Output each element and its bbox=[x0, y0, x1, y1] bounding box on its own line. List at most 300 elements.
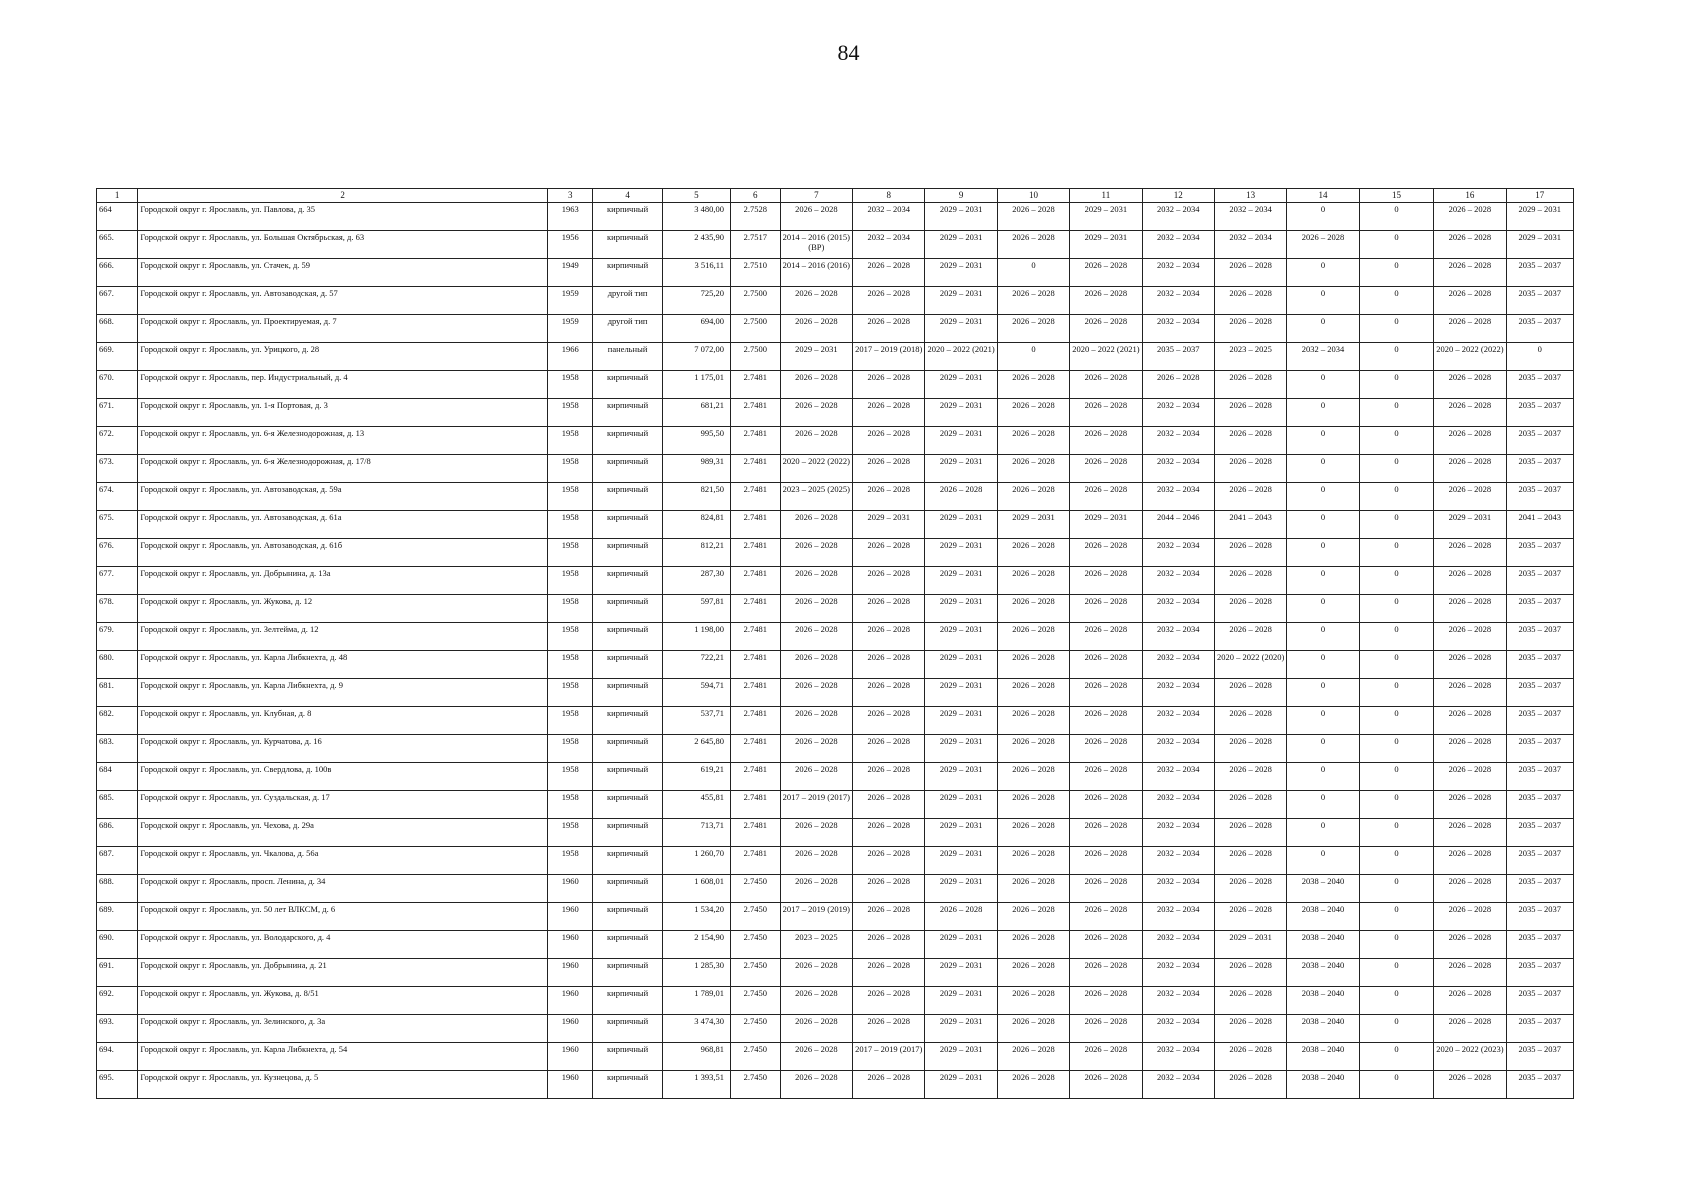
table-cell: 2026 – 2028 bbox=[997, 231, 1069, 259]
table-cell: 2026 – 2028 bbox=[1434, 735, 1506, 763]
table-cell: 824,81 bbox=[662, 511, 730, 539]
table-cell: 2035 – 2037 bbox=[1506, 371, 1573, 399]
table-cell: кирпичный bbox=[593, 959, 662, 987]
table-cell: 2020 – 2022 (2022) bbox=[1434, 343, 1506, 371]
table-cell: 1960 bbox=[547, 1043, 593, 1071]
table-cell: 2.7481 bbox=[730, 791, 780, 819]
table-cell: 2026 – 2028 bbox=[997, 203, 1069, 231]
table-cell: 2026 – 2028 bbox=[997, 763, 1069, 791]
table-cell: 2026 – 2028 bbox=[780, 203, 852, 231]
table-cell: 2026 – 2028 bbox=[780, 1015, 852, 1043]
table-cell: 2032 – 2034 bbox=[853, 203, 925, 231]
table-cell: 1960 bbox=[547, 959, 593, 987]
table-row bbox=[97, 427, 1574, 455]
table-cell: 0 bbox=[1359, 1043, 1433, 1071]
row-number-cell: 675. bbox=[97, 511, 138, 539]
table-cell: 2026 – 2028 bbox=[997, 707, 1069, 735]
row-number-cell: 668. bbox=[97, 315, 138, 343]
table-cell: 2026 – 2028 bbox=[1070, 259, 1142, 287]
table-cell: 2026 – 2028 bbox=[997, 875, 1069, 903]
table-cell: 2032 – 2034 bbox=[1142, 259, 1214, 287]
column-number-cell: 8 bbox=[853, 189, 925, 203]
row-number-cell: 689. bbox=[97, 903, 138, 931]
table-cell: 2026 – 2028 bbox=[1214, 259, 1286, 287]
table-cell: 1959 bbox=[547, 315, 593, 343]
address-cell: Городской округ г. Ярославль, ул. Автозаводская, д. 61а bbox=[138, 511, 548, 539]
table-cell: 2026 – 2028 bbox=[1214, 847, 1286, 875]
table-cell: 2.7450 bbox=[730, 1043, 780, 1071]
table-cell: 2035 – 2037 bbox=[1506, 455, 1573, 483]
address-cell: Городской округ г. Ярославль, ул. Стачек, д. 59 bbox=[138, 259, 548, 287]
table-cell: 2026 – 2028 bbox=[1070, 763, 1142, 791]
table-cell: 2026 – 2028 bbox=[1434, 819, 1506, 847]
table-cell: 2026 – 2028 bbox=[853, 903, 925, 931]
table-cell: 2026 – 2028 bbox=[853, 847, 925, 875]
table-cell: 2026 – 2028 bbox=[853, 623, 925, 651]
table-cell: 2026 – 2028 bbox=[1070, 903, 1142, 931]
table-cell: 2026 – 2028 bbox=[997, 1015, 1069, 1043]
address-cell: Городской округ г. Ярославль, ул. Проектируемая, д. 7 bbox=[138, 315, 548, 343]
table-cell: кирпичный bbox=[593, 567, 662, 595]
table-cell: 2.7481 bbox=[730, 819, 780, 847]
table-cell: 2026 – 2028 bbox=[997, 735, 1069, 763]
table-cell: 1958 bbox=[547, 651, 593, 679]
table-cell: 2029 – 2031 bbox=[925, 819, 997, 847]
table-cell: 2.7481 bbox=[730, 623, 780, 651]
row-number-cell: 665. bbox=[97, 231, 138, 259]
column-number-cell: 7 bbox=[780, 189, 852, 203]
table-cell: 2026 – 2028 bbox=[853, 819, 925, 847]
table-cell: панельный bbox=[593, 343, 662, 371]
table-cell: 2 154,90 bbox=[662, 931, 730, 959]
table-cell: 2035 – 2037 bbox=[1142, 343, 1214, 371]
table-cell: 2 435,90 bbox=[662, 231, 730, 259]
table-cell: 2026 – 2028 bbox=[997, 651, 1069, 679]
table-cell: 812,21 bbox=[662, 539, 730, 567]
table-cell: 2026 – 2028 bbox=[997, 903, 1069, 931]
table-cell: 2026 – 2028 bbox=[1070, 483, 1142, 511]
address-cell: Городской округ г. Ярославль, ул. Свердлова, д. 100в bbox=[138, 763, 548, 791]
table-cell: 2.7481 bbox=[730, 399, 780, 427]
row-number-cell: 670. bbox=[97, 371, 138, 399]
table-cell: 2026 – 2028 bbox=[780, 735, 852, 763]
table-cell: 2032 – 2034 bbox=[1142, 791, 1214, 819]
table-cell: кирпичный bbox=[593, 707, 662, 735]
table-cell: 1 260,70 bbox=[662, 847, 730, 875]
table-cell: 1958 bbox=[547, 791, 593, 819]
table-cell: 1958 bbox=[547, 483, 593, 511]
housing-register-table bbox=[96, 188, 1574, 1099]
table-cell: 2026 – 2028 bbox=[997, 287, 1069, 315]
table-cell: 713,71 bbox=[662, 819, 730, 847]
table-cell: 2026 – 2028 bbox=[1214, 315, 1286, 343]
table-cell: 2032 – 2034 bbox=[1142, 287, 1214, 315]
table-cell: кирпичный bbox=[593, 483, 662, 511]
address-cell: Городской округ г. Ярославль, ул. 6-я Железнодорожная, д. 17/8 bbox=[138, 455, 548, 483]
table-cell: 2032 – 2034 bbox=[1142, 987, 1214, 1015]
table-cell: 2026 – 2028 bbox=[997, 567, 1069, 595]
table-cell: 1958 bbox=[547, 427, 593, 455]
table-cell: 2026 – 2028 bbox=[1214, 539, 1286, 567]
table-cell: 2026 – 2028 bbox=[997, 679, 1069, 707]
address-cell: Городской округ г. Ярославль, ул. Зелтейма, д. 12 bbox=[138, 623, 548, 651]
table-cell: 2029 – 2031 bbox=[925, 1071, 997, 1099]
table-cell: 0 bbox=[1287, 623, 1359, 651]
table-body bbox=[97, 189, 1574, 1099]
row-number-cell: 690. bbox=[97, 931, 138, 959]
row-number-cell: 687. bbox=[97, 847, 138, 875]
table-cell: кирпичный bbox=[593, 819, 662, 847]
table-cell: 0 bbox=[1359, 595, 1433, 623]
column-number-cell: 11 bbox=[1070, 189, 1142, 203]
table-cell: 2026 – 2028 bbox=[853, 651, 925, 679]
address-cell: Городской округ г. Ярославль, ул. Чехова, д. 29а bbox=[138, 819, 548, 847]
table-cell: 2032 – 2034 bbox=[1142, 1015, 1214, 1043]
table-cell: 2026 – 2028 bbox=[997, 847, 1069, 875]
row-number-cell: 681. bbox=[97, 679, 138, 707]
table-cell: 2032 – 2034 bbox=[1142, 819, 1214, 847]
table-row bbox=[97, 819, 1574, 847]
table-cell: 2026 – 2028 bbox=[1434, 763, 1506, 791]
table-row bbox=[97, 1015, 1574, 1043]
table-cell: 0 bbox=[1287, 679, 1359, 707]
table-cell: 2026 – 2028 bbox=[853, 1071, 925, 1099]
table-cell: 2029 – 2031 bbox=[925, 315, 997, 343]
table-cell: 2017 – 2019 (2019) bbox=[780, 903, 852, 931]
address-cell: Городской округ г. Ярославль, пер. Индустриальный, д. 4 bbox=[138, 371, 548, 399]
table-cell: 0 bbox=[1287, 511, 1359, 539]
address-cell: Городской округ г. Ярославль, ул. Карла Либкнехта, д. 9 bbox=[138, 679, 548, 707]
table-cell: 2032 – 2034 bbox=[1142, 651, 1214, 679]
address-cell: Городской округ г. Ярославль, просп. Ленина, д. 34 bbox=[138, 875, 548, 903]
table-cell: кирпичный bbox=[593, 399, 662, 427]
table-cell: кирпичный bbox=[593, 511, 662, 539]
table-cell: 2026 – 2028 bbox=[1070, 1071, 1142, 1099]
table-cell: 2026 – 2028 bbox=[1434, 903, 1506, 931]
table-cell: 2026 – 2028 bbox=[780, 707, 852, 735]
table-cell: 2026 – 2028 bbox=[997, 455, 1069, 483]
table-cell: 2029 – 2031 bbox=[925, 623, 997, 651]
table-cell: 2026 – 2028 bbox=[780, 987, 852, 1015]
table-cell: 2026 – 2028 bbox=[997, 315, 1069, 343]
table-cell: 2026 – 2028 bbox=[1214, 875, 1286, 903]
table-cell: 0 bbox=[1287, 427, 1359, 455]
table-cell: 2029 – 2031 bbox=[925, 875, 997, 903]
table-row bbox=[97, 791, 1574, 819]
table-cell: 2038 – 2040 bbox=[1287, 931, 1359, 959]
table-cell: кирпичный bbox=[593, 735, 662, 763]
table-cell: 2029 – 2031 bbox=[925, 959, 997, 987]
table-cell: 2026 – 2028 bbox=[1214, 819, 1286, 847]
table-cell: 2035 – 2037 bbox=[1506, 399, 1573, 427]
column-number-cell: 6 bbox=[730, 189, 780, 203]
address-cell: Городской округ г. Ярославль, ул. Чкалова, д. 56а bbox=[138, 847, 548, 875]
table-cell: 2020 – 2022 (2021) bbox=[1070, 343, 1142, 371]
table-cell: 2026 – 2028 bbox=[1434, 203, 1506, 231]
table-cell: кирпичный bbox=[593, 847, 662, 875]
table-cell: 2038 – 2040 bbox=[1287, 1071, 1359, 1099]
table-row bbox=[97, 623, 1574, 651]
address-cell: Городской округ г. Ярославль, ул. Курчатова, д. 16 bbox=[138, 735, 548, 763]
table-cell: 2026 – 2028 bbox=[780, 567, 852, 595]
table-cell: 0 bbox=[1359, 1015, 1433, 1043]
table-cell: 2.7481 bbox=[730, 763, 780, 791]
table-cell: 2038 – 2040 bbox=[1287, 875, 1359, 903]
table-cell: 2026 – 2028 bbox=[997, 1043, 1069, 1071]
table-cell: 2029 – 2031 bbox=[925, 735, 997, 763]
table-cell: 2026 – 2028 bbox=[853, 455, 925, 483]
table-cell: 2029 – 2031 bbox=[997, 511, 1069, 539]
table-cell: 2026 – 2028 bbox=[780, 427, 852, 455]
table-row bbox=[97, 315, 1574, 343]
table-cell: 0 bbox=[1359, 231, 1433, 259]
table-cell: 2.7481 bbox=[730, 427, 780, 455]
table-cell: 2026 – 2028 bbox=[1434, 315, 1506, 343]
table-cell: 2026 – 2028 bbox=[853, 399, 925, 427]
table-cell: 2.7481 bbox=[730, 735, 780, 763]
table-cell: 694,00 bbox=[662, 315, 730, 343]
table-cell: 2035 – 2037 bbox=[1506, 763, 1573, 791]
table-cell: 2026 – 2028 bbox=[1070, 959, 1142, 987]
table-cell: 2035 – 2037 bbox=[1506, 483, 1573, 511]
table-row bbox=[97, 987, 1574, 1015]
table-cell: 2.7481 bbox=[730, 651, 780, 679]
table-row bbox=[97, 483, 1574, 511]
table-cell: 2026 – 2028 bbox=[1214, 763, 1286, 791]
table-cell: 0 bbox=[1359, 1071, 1433, 1099]
table-cell: 2035 – 2037 bbox=[1506, 315, 1573, 343]
table-cell: 2029 – 2031 bbox=[925, 987, 997, 1015]
table-cell: 0 bbox=[1359, 511, 1433, 539]
table-cell: 2026 – 2028 bbox=[1434, 1071, 1506, 1099]
table-cell: 2026 – 2028 bbox=[853, 595, 925, 623]
table-cell: 1960 bbox=[547, 1071, 593, 1099]
column-number-cell: 2 bbox=[138, 189, 548, 203]
table-cell: 2026 – 2028 bbox=[1434, 371, 1506, 399]
table-cell: 2026 – 2028 bbox=[853, 371, 925, 399]
table-cell: 2026 – 2028 bbox=[997, 1071, 1069, 1099]
table-cell: 2032 – 2034 bbox=[1142, 623, 1214, 651]
table-cell: 2026 – 2028 bbox=[1070, 1015, 1142, 1043]
table-cell: 2026 – 2028 bbox=[1214, 707, 1286, 735]
table-cell: 2029 – 2031 bbox=[925, 679, 997, 707]
table-cell: 2020 – 2022 (2020) bbox=[1214, 651, 1286, 679]
table-cell: 1956 bbox=[547, 231, 593, 259]
table-cell: 681,21 bbox=[662, 399, 730, 427]
table-cell: 2038 – 2040 bbox=[1287, 987, 1359, 1015]
table-cell: 2026 – 2028 bbox=[997, 399, 1069, 427]
table-cell: 1958 bbox=[547, 455, 593, 483]
table-cell: 2026 – 2028 bbox=[780, 287, 852, 315]
table-cell: 2026 – 2028 bbox=[997, 483, 1069, 511]
table-cell: 2026 – 2028 bbox=[1214, 959, 1286, 987]
table-cell: 2.7481 bbox=[730, 483, 780, 511]
table-cell: кирпичный bbox=[593, 231, 662, 259]
table-cell: 2026 – 2028 bbox=[1434, 959, 1506, 987]
table-cell: 2026 – 2028 bbox=[1070, 987, 1142, 1015]
table-cell: 0 bbox=[1359, 427, 1433, 455]
table-cell: 2029 – 2031 bbox=[1434, 511, 1506, 539]
table-row bbox=[97, 707, 1574, 735]
table-cell: 2.7500 bbox=[730, 287, 780, 315]
table-cell: 2023 – 2025 bbox=[780, 931, 852, 959]
table-cell: 2026 – 2028 bbox=[853, 763, 925, 791]
table-cell: 1958 bbox=[547, 847, 593, 875]
table-cell: 2023 – 2025 bbox=[1214, 343, 1286, 371]
table-cell: 0 bbox=[1287, 651, 1359, 679]
table-cell: 2026 – 2028 bbox=[1214, 987, 1286, 1015]
table-cell: 2032 – 2034 bbox=[1142, 959, 1214, 987]
table-cell: 2026 – 2028 bbox=[853, 707, 925, 735]
table-cell: 2035 – 2037 bbox=[1506, 679, 1573, 707]
table-cell: 0 bbox=[1287, 567, 1359, 595]
table-cell: 0 bbox=[1287, 791, 1359, 819]
table-cell: 2029 – 2031 bbox=[1070, 511, 1142, 539]
table-cell: 2026 – 2028 bbox=[780, 651, 852, 679]
table-cell: 2026 – 2028 bbox=[853, 791, 925, 819]
table-cell: 2.7481 bbox=[730, 455, 780, 483]
table-cell: 2026 – 2028 bbox=[780, 511, 852, 539]
column-number-cell: 16 bbox=[1434, 189, 1506, 203]
table-cell: 2026 – 2028 bbox=[1214, 567, 1286, 595]
table-cell: 968,81 bbox=[662, 1043, 730, 1071]
table-cell: 2026 – 2028 bbox=[853, 287, 925, 315]
table-cell: 2026 – 2028 bbox=[780, 1071, 852, 1099]
address-cell: Городской округ г. Ярославль, ул. Павлова, д. 35 bbox=[138, 203, 548, 231]
table-cell: 2.7481 bbox=[730, 595, 780, 623]
table-cell: 2026 – 2028 bbox=[1434, 847, 1506, 875]
table-cell: 725,20 bbox=[662, 287, 730, 315]
table-cell: 2026 – 2028 bbox=[780, 315, 852, 343]
table-cell: 2026 – 2028 bbox=[1070, 819, 1142, 847]
table-cell: 2026 – 2028 bbox=[1434, 427, 1506, 455]
table-cell: 2014 – 2016 (2015) (ВР) bbox=[780, 231, 852, 259]
table-cell: 0 bbox=[1287, 371, 1359, 399]
row-number-cell: 667. bbox=[97, 287, 138, 315]
table-cell: кирпичный bbox=[593, 875, 662, 903]
table-row bbox=[97, 959, 1574, 987]
table-cell: кирпичный bbox=[593, 623, 662, 651]
table-cell: 2035 – 2037 bbox=[1506, 875, 1573, 903]
table-cell: 2026 – 2028 bbox=[925, 903, 997, 931]
table-cell: 2026 – 2028 bbox=[997, 539, 1069, 567]
row-number-cell: 673. bbox=[97, 455, 138, 483]
address-cell: Городской округ г. Ярославль, ул. Карла Либкнехта, д. 48 bbox=[138, 651, 548, 679]
table-cell: 989,31 bbox=[662, 455, 730, 483]
table-cell: 2029 – 2031 bbox=[925, 287, 997, 315]
table-cell: 2029 – 2031 bbox=[925, 595, 997, 623]
row-number-cell: 677. bbox=[97, 567, 138, 595]
table-cell: 1958 bbox=[547, 707, 593, 735]
table-cell: 3 474,30 bbox=[662, 1015, 730, 1043]
table-cell: 0 bbox=[1359, 455, 1433, 483]
table-cell: 2026 – 2028 bbox=[1214, 427, 1286, 455]
address-cell: Городской округ г. Ярославль, ул. 1-я Портовая, д. 3 bbox=[138, 399, 548, 427]
row-number-cell: 685. bbox=[97, 791, 138, 819]
table-cell: 2026 – 2028 bbox=[925, 483, 997, 511]
table-cell: 2026 – 2028 bbox=[1070, 847, 1142, 875]
table-cell: 2026 – 2028 bbox=[1070, 875, 1142, 903]
table-cell: 0 bbox=[1359, 203, 1433, 231]
table-cell: 2026 – 2028 bbox=[780, 399, 852, 427]
table-cell: 1960 bbox=[547, 903, 593, 931]
table-cell: 2026 – 2028 bbox=[1214, 791, 1286, 819]
table-cell: кирпичный bbox=[593, 903, 662, 931]
address-cell: Городской округ г. Ярославль, ул. Володарского, д. 4 bbox=[138, 931, 548, 959]
table-cell: 2038 – 2040 bbox=[1287, 959, 1359, 987]
table-cell: 2035 – 2037 bbox=[1506, 735, 1573, 763]
table-cell: 0 bbox=[1359, 819, 1433, 847]
table-cell: 2.7450 bbox=[730, 987, 780, 1015]
table-cell: 2029 – 2031 bbox=[853, 511, 925, 539]
table-cell: 2026 – 2028 bbox=[780, 959, 852, 987]
table-cell: 2026 – 2028 bbox=[853, 735, 925, 763]
table-cell: 2026 – 2028 bbox=[1070, 931, 1142, 959]
table-cell: 2029 – 2031 bbox=[925, 539, 997, 567]
table-cell: 1958 bbox=[547, 623, 593, 651]
table-cell: 2023 – 2025 (2025) bbox=[780, 483, 852, 511]
table-cell: 0 bbox=[1359, 651, 1433, 679]
table-cell: кирпичный bbox=[593, 455, 662, 483]
table-cell: 2032 – 2034 bbox=[1214, 231, 1286, 259]
table-cell: 2029 – 2031 bbox=[925, 511, 997, 539]
table-cell: 2035 – 2037 bbox=[1506, 1071, 1573, 1099]
table-cell: кирпичный bbox=[593, 679, 662, 707]
table-cell: 2.7500 bbox=[730, 315, 780, 343]
table-cell: 2026 – 2028 bbox=[1214, 679, 1286, 707]
table-cell: 2035 – 2037 bbox=[1506, 931, 1573, 959]
column-number-cell: 13 bbox=[1214, 189, 1286, 203]
table-row bbox=[97, 651, 1574, 679]
table-cell: 0 bbox=[1359, 791, 1433, 819]
row-number-cell: 676. bbox=[97, 539, 138, 567]
table-cell: 0 bbox=[1359, 539, 1433, 567]
table-cell: 2041 – 2043 bbox=[1506, 511, 1573, 539]
table-cell: 2026 – 2028 bbox=[1434, 455, 1506, 483]
table-cell: 0 bbox=[1359, 847, 1433, 875]
table-cell: 537,71 bbox=[662, 707, 730, 735]
table-cell: 2026 – 2028 bbox=[853, 931, 925, 959]
table-cell: 2020 – 2022 (2021) bbox=[925, 343, 997, 371]
table-cell: 2026 – 2028 bbox=[1070, 371, 1142, 399]
table-row bbox=[97, 875, 1574, 903]
address-cell: Городской округ г. Ярославль, ул. Большая Октябрьская, д. 63 bbox=[138, 231, 548, 259]
table-cell: 2026 – 2028 bbox=[1214, 455, 1286, 483]
row-number-cell: 666. bbox=[97, 259, 138, 287]
table-cell: кирпичный bbox=[593, 763, 662, 791]
table-cell: 1960 bbox=[547, 875, 593, 903]
table-cell: 2026 – 2028 bbox=[997, 931, 1069, 959]
table-cell: 2032 – 2034 bbox=[1142, 231, 1214, 259]
table-cell: 7 072,00 bbox=[662, 343, 730, 371]
table-cell: 0 bbox=[1359, 567, 1433, 595]
address-cell: Городской округ г. Ярославль, ул. Суздальская, д. 17 bbox=[138, 791, 548, 819]
table-cell: 2026 – 2028 bbox=[1070, 623, 1142, 651]
table-cell: 2026 – 2028 bbox=[1070, 651, 1142, 679]
table-cell: 3 480,00 bbox=[662, 203, 730, 231]
table-cell: 2026 – 2028 bbox=[1214, 1015, 1286, 1043]
table-cell: 2035 – 2037 bbox=[1506, 259, 1573, 287]
table-cell: 2026 – 2028 bbox=[1434, 567, 1506, 595]
table-cell: 2029 – 2031 bbox=[1506, 203, 1573, 231]
table-cell: 2026 – 2028 bbox=[1070, 539, 1142, 567]
table-cell: 2026 – 2028 bbox=[1070, 735, 1142, 763]
column-number-cell: 12 bbox=[1142, 189, 1214, 203]
table-cell: 722,21 bbox=[662, 651, 730, 679]
table-cell: 594,71 bbox=[662, 679, 730, 707]
table-cell: 1949 bbox=[547, 259, 593, 287]
row-number-cell: 688. bbox=[97, 875, 138, 903]
